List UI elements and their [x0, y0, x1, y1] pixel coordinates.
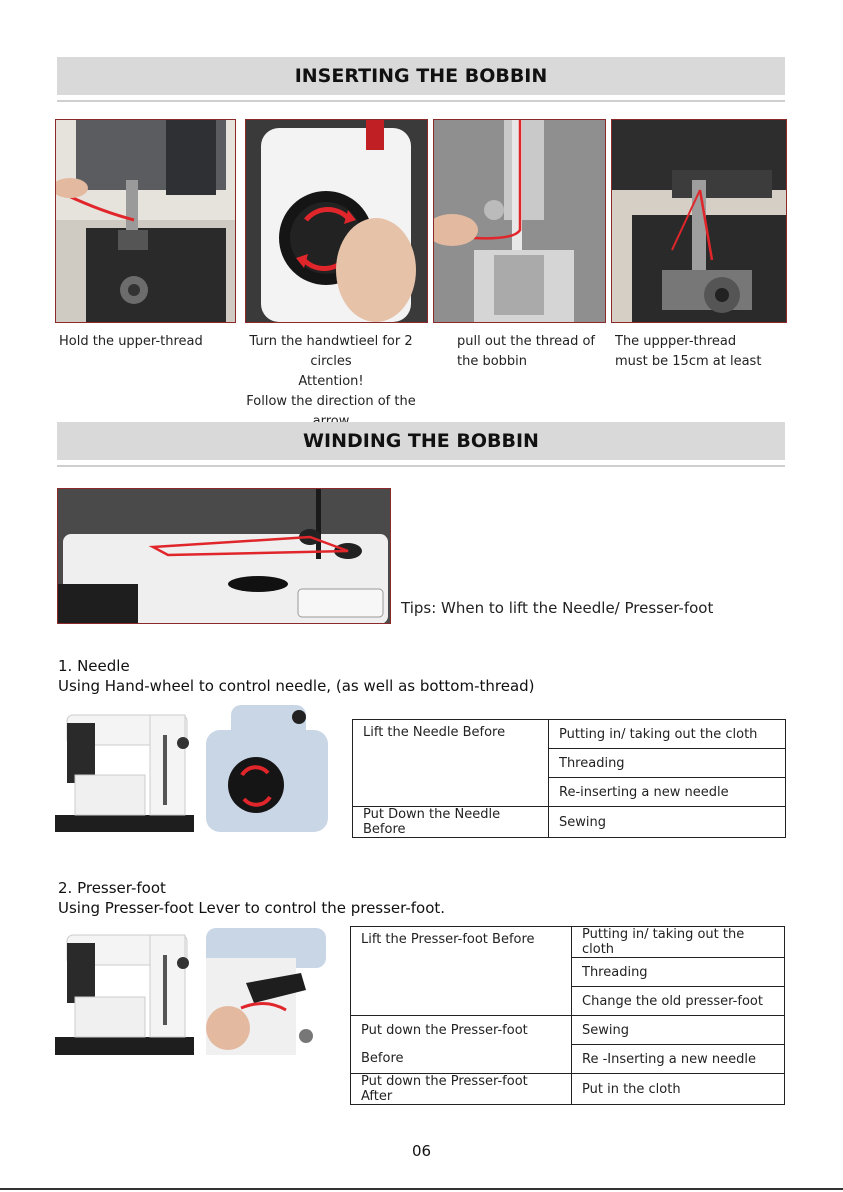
- presser-action-cell: Threading: [572, 958, 785, 987]
- photo-thread-length: [611, 119, 787, 323]
- needle-heading: 1. Needle: [58, 657, 130, 675]
- presser-action-cell: Put in the cloth: [572, 1074, 785, 1105]
- bottom-border: [0, 1188, 843, 1190]
- caption-line: Hold the upper-thread: [59, 334, 203, 349]
- section-divider: [57, 100, 785, 102]
- caption-line: pull out the thread of: [457, 334, 596, 349]
- presser-heading: 2. Presser-foot: [58, 879, 166, 897]
- photo-machine-front-2: [55, 925, 194, 1055]
- photo-presser-lever: [206, 928, 326, 1055]
- needle-subheading: Using Hand-wheel to control needle, (as well as bottom-thread): [58, 677, 535, 695]
- caption-line: Turn the handwtieel for 2 circles: [249, 334, 413, 369]
- presser-when-cell-cont: Before: [351, 1045, 572, 1074]
- presser-action-cell: Sewing: [572, 1016, 785, 1045]
- photo-pull-thread: [433, 119, 606, 323]
- caption-line: Attention!: [298, 374, 364, 389]
- section-title-winding: WINDING THE BOBBIN: [57, 422, 785, 460]
- needle-action-cell: Sewing: [549, 807, 786, 838]
- presser-when-cell: Put down the Presser-foot After: [351, 1074, 572, 1105]
- presser-table: [350, 926, 785, 1105]
- needle-action-cell: Threading: [549, 749, 786, 778]
- caption-line: The uppper-thread: [615, 334, 737, 349]
- needle-table: [352, 719, 786, 838]
- caption-turn-handwheel: [229, 332, 433, 432]
- photo-winding-bobbin: [57, 488, 391, 624]
- caption-line: the bobbin: [457, 354, 528, 369]
- page-number: 06: [411, 1142, 432, 1160]
- section-divider: [57, 465, 785, 467]
- caption-thread-length: [615, 332, 761, 372]
- needle-when-cell: Lift the Needle Before: [353, 720, 549, 807]
- caption-hold-thread: [59, 332, 203, 352]
- needle-action-cell: Re-inserting a new needle: [549, 778, 786, 807]
- photo-machine-front: [55, 705, 194, 832]
- photo-handwheel-side: [206, 705, 328, 832]
- caption-line: must be 15cm at least: [615, 354, 762, 369]
- caption-pull-thread: [457, 332, 595, 372]
- needle-action-cell: Putting in/ taking out the cloth: [549, 720, 786, 749]
- photo-turn-handwheel: [245, 119, 428, 323]
- presser-when-cell: Put down the Presser-foot: [351, 1016, 572, 1045]
- caption-line: Follow the direction of the: [246, 394, 416, 409]
- needle-when-cell: Put Down the Needle Before: [353, 807, 549, 838]
- presser-action-cell: Putting in/ taking out the cloth: [572, 927, 785, 958]
- presser-action-cell: Change the old presser-foot: [572, 987, 785, 1016]
- presser-when-cell: Lift the Presser-foot Before: [351, 927, 572, 1016]
- presser-action-cell: Re -Inserting a new needle: [572, 1045, 785, 1074]
- presser-subheading: Using Presser-foot Lever to control the presser-foot.: [58, 899, 446, 917]
- tips-heading: Tips: When to lift the Needle/ Presser-foot: [401, 599, 714, 617]
- section-title-inserting: INSERTING THE BOBBIN: [57, 57, 785, 95]
- photo-hold-thread: [55, 119, 236, 323]
